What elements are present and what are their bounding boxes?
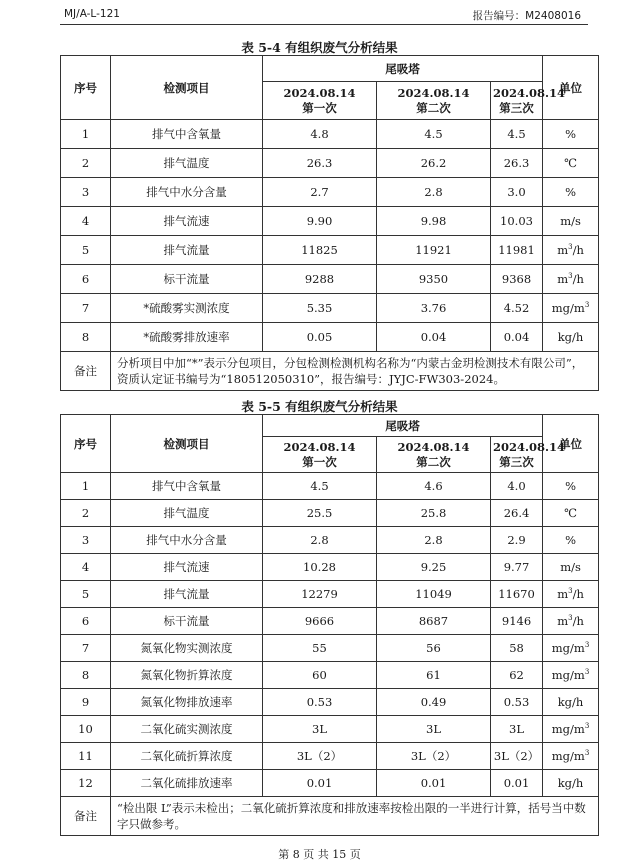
row-value-run2: 0.49 — [377, 689, 491, 716]
table2-header-run1 — [263, 437, 377, 473]
row-number: 1 — [61, 120, 111, 149]
table1-run3-label: 第三次 — [499, 100, 534, 115]
table1-date2: 2024.08.14 — [397, 85, 470, 100]
unit-exponent: 3 — [568, 272, 573, 281]
row-value-run1: 3L — [263, 716, 377, 743]
row-value-run1: 2.7 — [263, 178, 377, 207]
row-value-run1: 4.5 — [263, 473, 377, 500]
row-item: 排气温度 — [111, 149, 263, 178]
table2-run3-label: 第三次 — [499, 454, 534, 469]
row-number: 10 — [61, 716, 111, 743]
row-item: 排气流速 — [111, 207, 263, 236]
row-value-run2: 0.04 — [377, 323, 491, 352]
row-value-run3: 11670 — [491, 581, 543, 608]
row-number: 12 — [61, 770, 111, 797]
unit-exponent: 3 — [584, 749, 590, 758]
row-item: 排气温度 — [111, 500, 263, 527]
table1-header-run1 — [263, 82, 377, 120]
row-value-run2: 9.25 — [377, 554, 491, 581]
unit-suffix: /h — [572, 243, 584, 257]
row-unit — [543, 770, 599, 797]
table-note-row — [61, 352, 599, 391]
row-number: 1 — [61, 473, 111, 500]
table-row — [61, 770, 599, 797]
row-value-run2: 26.2 — [377, 149, 491, 178]
row-value-run2: 2.8 — [377, 527, 491, 554]
row-value-run1: 25.5 — [263, 500, 377, 527]
row-value-run2: 8687 — [377, 608, 491, 635]
table1-run2-label: 第二次 — [416, 100, 451, 115]
row-item: 排气中水分含量 — [111, 178, 263, 207]
row-unit — [543, 149, 599, 178]
row-value-run3: 26.3 — [491, 149, 543, 178]
table-row — [61, 149, 599, 178]
row-unit — [543, 294, 599, 323]
table1-run1-label: 第一次 — [302, 100, 337, 115]
row-value-run2: 25.8 — [377, 500, 491, 527]
table-row — [61, 500, 599, 527]
table2-header-group: 尾吸塔 — [263, 415, 543, 437]
unit-base: kg/h — [557, 776, 584, 790]
row-number: 7 — [61, 635, 111, 662]
unit-base: mg/m — [551, 301, 585, 315]
row-value-run3: 4.5 — [491, 120, 543, 149]
unit-base: m — [557, 272, 569, 286]
table1-header-seq: 序号 — [61, 56, 111, 120]
row-number: 4 — [61, 207, 111, 236]
table1-header-item: 检测项目 — [111, 56, 263, 120]
unit-base: m/s — [560, 560, 581, 574]
unit-exponent: 3 — [568, 243, 573, 252]
row-number: 5 — [61, 581, 111, 608]
row-unit — [543, 743, 599, 770]
row-value-run2: 3L — [377, 716, 491, 743]
row-value-run2: 61 — [377, 662, 491, 689]
unit-base: % — [565, 479, 576, 493]
row-value-run3: 0.53 — [491, 689, 543, 716]
row-item: 排气中含氧量 — [111, 120, 263, 149]
unit-base: ℃ — [564, 506, 577, 520]
unit-exponent: 3 — [584, 301, 590, 310]
unit-base: mg/m — [551, 668, 585, 682]
row-value-run3: 10.03 — [491, 207, 543, 236]
row-number: 6 — [61, 608, 111, 635]
row-number: 7 — [61, 294, 111, 323]
row-number: 3 — [61, 178, 111, 207]
row-value-run1: 0.05 — [263, 323, 377, 352]
unit-exponent: 3 — [584, 668, 590, 677]
unit-base: ℃ — [564, 156, 577, 170]
table-row — [61, 207, 599, 236]
unit-suffix: /h — [572, 614, 584, 628]
row-value-run3: 0.04 — [491, 323, 543, 352]
row-unit — [543, 500, 599, 527]
unit-base: m — [557, 587, 569, 601]
unit-suffix: /h — [572, 587, 584, 601]
row-value-run2: 3.76 — [377, 294, 491, 323]
row-value-run2: 11921 — [377, 236, 491, 265]
row-unit — [543, 554, 599, 581]
row-item: 氮氧化物排放速率 — [111, 689, 263, 716]
table1-header-run2 — [377, 82, 491, 120]
row-number: 5 — [61, 236, 111, 265]
table1-date3: 2024.08.14 — [493, 85, 566, 100]
table2-header-item: 检测项目 — [111, 415, 263, 473]
row-unit — [543, 120, 599, 149]
row-value-run1: 5.35 — [263, 294, 377, 323]
row-number: 2 — [61, 500, 111, 527]
row-unit — [543, 608, 599, 635]
table2-header-run3 — [491, 437, 566, 473]
row-value-run1: 9288 — [263, 265, 377, 294]
row-number: 9 — [61, 689, 111, 716]
row-value-run1: 9.90 — [263, 207, 377, 236]
table1-caption: 表 5-4 有组织废气分析结果 — [241, 40, 398, 55]
row-value-run3: 3L — [491, 716, 543, 743]
table2-header-unit: 单位 — [543, 415, 599, 473]
row-unit — [543, 178, 599, 207]
row-value-run3: 4.52 — [491, 294, 543, 323]
table-row — [61, 635, 599, 662]
table-row — [61, 265, 599, 294]
unit-base: mg/m — [551, 749, 585, 763]
row-value-run1: 9666 — [263, 608, 377, 635]
table-row — [61, 473, 599, 500]
unit-base: m — [557, 614, 569, 628]
table2-date2: 2024.08.14 — [397, 439, 470, 454]
unit-exponent: 3 — [584, 641, 590, 650]
row-unit — [543, 265, 599, 294]
table-row — [61, 716, 599, 743]
row-number: 8 — [61, 323, 111, 352]
table1-date1: 2024.08.14 — [283, 85, 356, 100]
unit-suffix: /h — [572, 272, 584, 286]
row-item: 排气中水分含量 — [111, 527, 263, 554]
row-value-run2: 3L（2） — [377, 743, 491, 770]
row-value-run1: 26.3 — [263, 149, 377, 178]
row-item: 二氧化硫折算浓度 — [111, 743, 263, 770]
unit-base: % — [565, 185, 576, 199]
row-value-run3: 4.0 — [491, 473, 543, 500]
row-value-run2: 2.8 — [377, 178, 491, 207]
row-item: 排气流速 — [111, 554, 263, 581]
unit-base: kg/h — [557, 695, 584, 709]
table-row — [61, 294, 599, 323]
row-number: 11 — [61, 743, 111, 770]
row-item: 排气流量 — [111, 581, 263, 608]
row-value-run2: 4.6 — [377, 473, 491, 500]
table1-header-run3 — [491, 82, 566, 120]
table-row — [61, 178, 599, 207]
row-value-run3: 11981 — [491, 236, 543, 265]
row-value-run3: 9.77 — [491, 554, 543, 581]
unit-exponent: 3 — [568, 614, 573, 623]
row-item: *硫酸雾排放速率 — [111, 323, 263, 352]
table2-caption: 表 5-5 有组织废气分析结果 — [241, 399, 398, 414]
table2-run2-label: 第二次 — [416, 454, 451, 469]
row-value-run2: 0.01 — [377, 770, 491, 797]
row-item: 二氧化硫排放速率 — [111, 770, 263, 797]
table-row — [61, 120, 599, 149]
table1 — [60, 55, 599, 391]
row-value-run1: 3L（2） — [263, 743, 377, 770]
row-value-run3: 3.0 — [491, 178, 543, 207]
row-item: 氮氧化物折算浓度 — [111, 662, 263, 689]
unit-base: kg/h — [557, 330, 584, 344]
table2-date3: 2024.08.14 — [493, 439, 566, 454]
row-number: 2 — [61, 149, 111, 178]
row-unit — [543, 236, 599, 265]
row-value-run3: 2.9 — [491, 527, 543, 554]
row-item: 排气流量 — [111, 236, 263, 265]
row-value-run3: 9368 — [491, 265, 543, 294]
unit-base: % — [565, 533, 576, 547]
row-value-run1: 4.8 — [263, 120, 377, 149]
unit-base: % — [565, 127, 576, 141]
row-item: *硫酸雾实测浓度 — [111, 294, 263, 323]
row-item: 氮氧化物实测浓度 — [111, 635, 263, 662]
row-value-run1: 12279 — [263, 581, 377, 608]
row-unit — [543, 635, 599, 662]
unit-base: mg/m — [551, 722, 585, 736]
row-unit — [543, 581, 599, 608]
table-row — [61, 608, 599, 635]
row-number: 8 — [61, 662, 111, 689]
row-value-run3: 3L（2） — [491, 743, 543, 770]
row-unit — [543, 527, 599, 554]
note-text: 分析项目中加“*”表示分包项目，分包检测检测机构名称为“内蒙古金玥检测技术有限公司”，资质认定证书编号为“180512050310”，报告编号：JYJC-FW303-2024。 — [111, 352, 599, 391]
table1-header-group: 尾吸塔 — [263, 56, 543, 82]
row-number: 3 — [61, 527, 111, 554]
table-row — [61, 323, 599, 352]
table2-header-seq: 序号 — [61, 415, 111, 473]
row-unit — [543, 662, 599, 689]
note-label: 备注 — [61, 797, 111, 836]
document-code: MJ/A-L-121 — [64, 8, 120, 20]
table-row — [61, 662, 599, 689]
row-value-run1: 60 — [263, 662, 377, 689]
table-row — [61, 236, 599, 265]
row-value-run2: 4.5 — [377, 120, 491, 149]
row-value-run1: 0.53 — [263, 689, 377, 716]
row-item: 标干流量 — [111, 608, 263, 635]
row-unit — [543, 716, 599, 743]
row-item: 标干流量 — [111, 265, 263, 294]
note-label: 备注 — [61, 352, 111, 391]
table2 — [60, 414, 599, 836]
table-row — [61, 581, 599, 608]
row-value-run3: 62 — [491, 662, 543, 689]
unit-base: mg/m — [551, 641, 585, 655]
row-value-run1: 11825 — [263, 236, 377, 265]
table2-header-run2 — [377, 437, 491, 473]
header-rule — [60, 24, 588, 25]
row-value-run3: 58 — [491, 635, 543, 662]
unit-exponent: 3 — [568, 587, 573, 596]
row-value-run1: 55 — [263, 635, 377, 662]
table2-run1-label: 第一次 — [302, 454, 337, 469]
row-value-run2: 9350 — [377, 265, 491, 294]
note-text: “检出限 L”表示未检出；二氧化硫折算浓度和排放速率按检出限的一半进行计算，括号当中数字只做参考。 — [111, 797, 599, 836]
row-unit — [543, 689, 599, 716]
row-item: 二氧化硫实测浓度 — [111, 716, 263, 743]
row-unit — [543, 323, 599, 352]
table-row — [61, 689, 599, 716]
row-value-run3: 9146 — [491, 608, 543, 635]
row-value-run2: 11049 — [377, 581, 491, 608]
row-unit — [543, 207, 599, 236]
unit-base: m — [557, 243, 569, 257]
table2-date1: 2024.08.14 — [283, 439, 356, 454]
page-footer: 第 8 页 共 15 页 — [278, 848, 361, 861]
report-number: 报告编号：M2408016 — [472, 10, 581, 22]
row-value-run1: 0.01 — [263, 770, 377, 797]
row-value-run3: 26.4 — [491, 500, 543, 527]
table1-header-unit: 单位 — [543, 56, 599, 120]
table-note-row — [61, 797, 599, 836]
table-row — [61, 743, 599, 770]
page-header — [0, 0, 639, 26]
row-value-run2: 56 — [377, 635, 491, 662]
table-row — [61, 554, 599, 581]
row-value-run1: 10.28 — [263, 554, 377, 581]
row-number: 4 — [61, 554, 111, 581]
row-unit — [543, 473, 599, 500]
table-row — [61, 527, 599, 554]
unit-exponent: 3 — [584, 722, 590, 731]
row-number: 6 — [61, 265, 111, 294]
row-value-run3: 0.01 — [491, 770, 543, 797]
row-value-run1: 2.8 — [263, 527, 377, 554]
unit-base: m/s — [560, 214, 581, 228]
row-value-run2: 9.98 — [377, 207, 491, 236]
row-item: 排气中含氧量 — [111, 473, 263, 500]
